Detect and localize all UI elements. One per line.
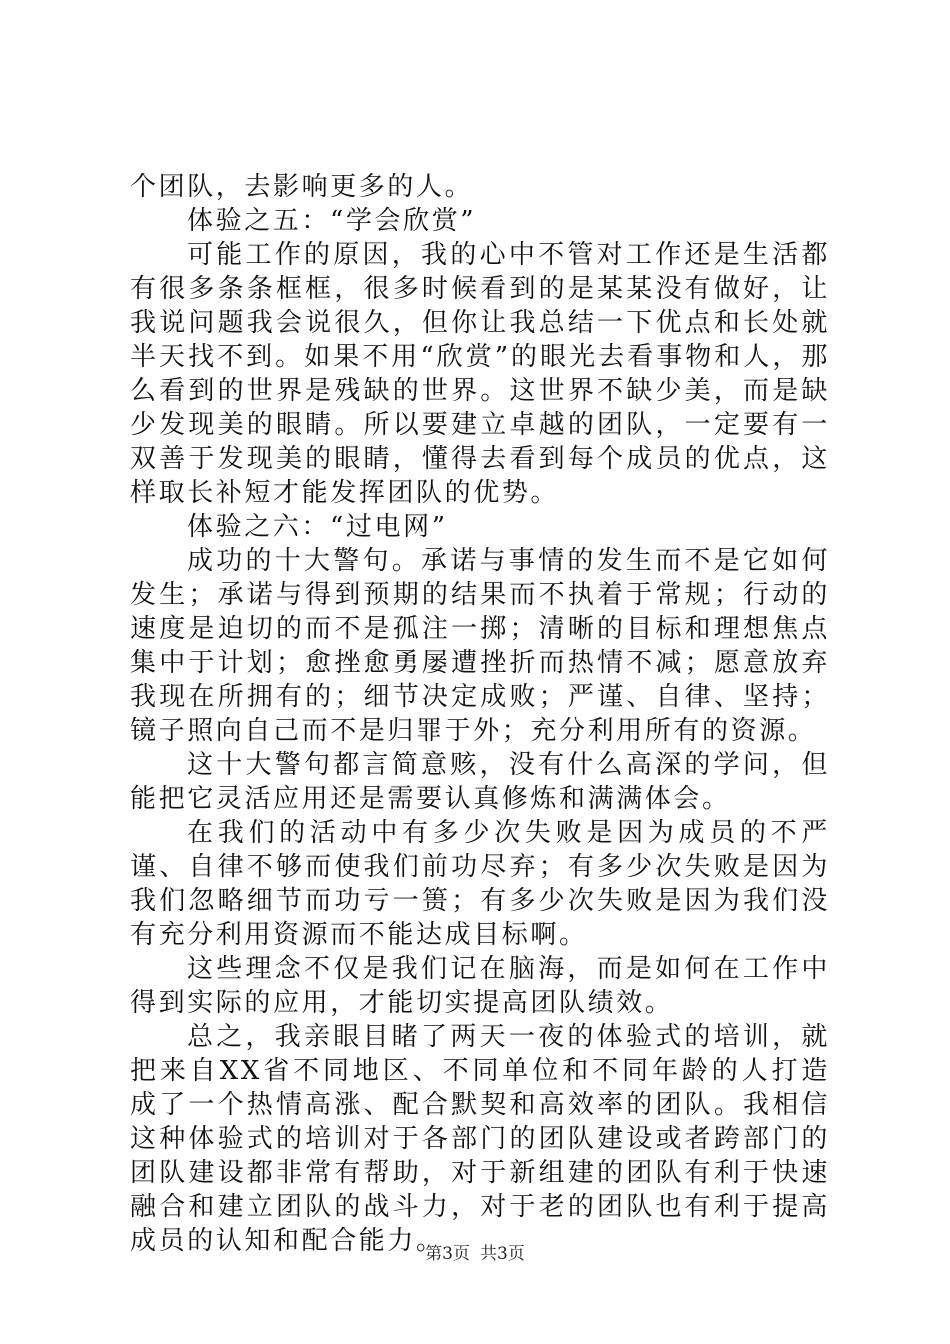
paragraph-8: 这些理念不仅是我们记在脑海，而是如何在工作中得到实际的应用，才能切实提高团队绩效。 xyxy=(130,954,830,1018)
paragraph-7: 在我们的活动中有多少次失败是因为成员的不严谨、自律不够而使我们前功尽弃；有多少次失败是因为我们忽略细节而功亏一篑；有多少次失败是因为我们没有充分利用资源而不能达成目标啊。 xyxy=(130,818,830,950)
document-body xyxy=(130,170,830,1258)
paragraph-9: 总之，我亲眼目睹了两天一夜的体验式的培训，就把来自XX省不同地区、不同单位和不同年龄的人打造成了一个热情高涨、配合默契和高效率的团队。我相信这种体验式的培训对于各部门的团队建设或者跨部门的团队建设都非常有帮助，对于新组建的团队有利于快速融合和建立团队的战斗力，对于老的团队也有利于提高成员的认知和配合能力。 xyxy=(130,1022,830,1256)
paragraph-2-heading: 体验之五：“学会欣赏” xyxy=(187,206,477,236)
paragraph-4-heading: 体验之六：“过电网” xyxy=(187,512,448,542)
page-number-current: 第3页 xyxy=(425,1244,470,1264)
paragraph-6: 这十大警句都言简意赅，没有什么高深的学问，但能把它灵活应用还是需要认真修炼和满满体会。 xyxy=(130,750,830,814)
page-number-total: 共3页 xyxy=(480,1244,525,1264)
paragraph-1: 个团队，去影响更多的人。 xyxy=(130,172,474,202)
paragraph-3: 可能工作的原因，我的心中不管对工作还是生活都有很多条条框框，很多时候看到的是某某没有做好，让我说问题我会说很久，但你让我总结一下优点和长处就半天找不到。如果不用“欣赏”的眼光去看事物和人，那么看到的世界是残缺的世界。这世界不缺少美，而是缺少发现美的眼睛。所以要建立卓越的团队，一定要有一双善于发现美的眼睛，懂得去看到每个成员的优点，这样取长补短才能发挥团队的优势。 xyxy=(130,240,830,508)
page-footer xyxy=(0,1243,950,1265)
paragraph-5: 成功的十大警句。承诺与事情的发生而不是它如何发生；承诺与得到预期的结果而不执着于常规；行动的速度是迫切的而不是孤注一掷；清晰的目标和理想焦点集中于计划；愈挫愈勇屡遭挫折而热情不减；愿意放弃我现在所拥有的；细节决定成败；严谨、自律、坚持；镜子照向自己而不是归罪于外；充分利用所有的资源。 xyxy=(130,546,830,746)
